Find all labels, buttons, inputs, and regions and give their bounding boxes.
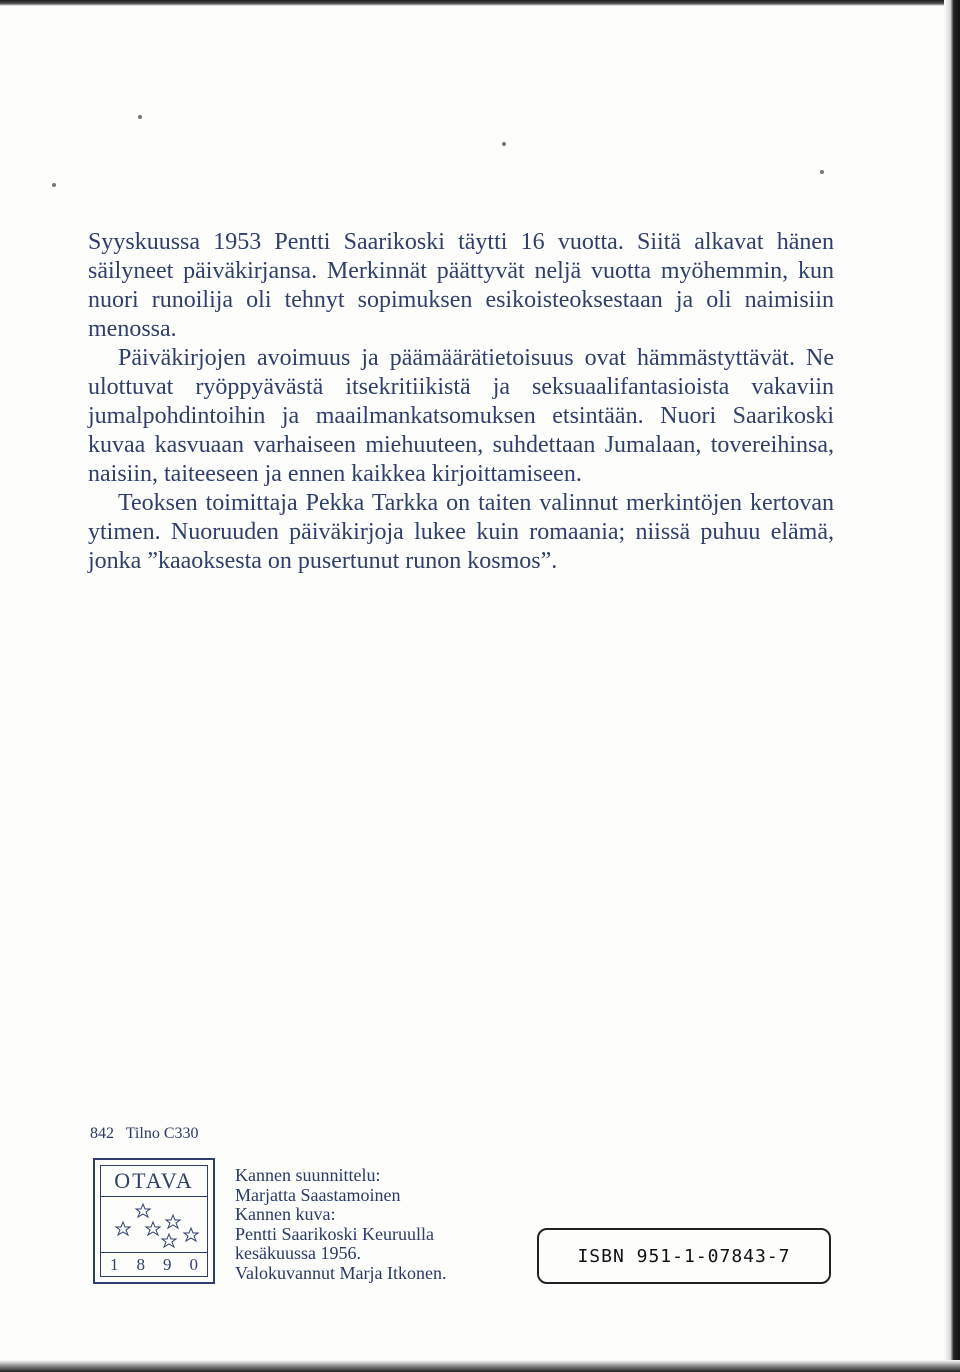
blurb-text — [88, 228, 834, 576]
blurb-paragraph: Teoksen toimittaja Pekka Tarkka on taiten valinnut merkintöjen kertovan ytimen. Nuoruuden päiväkirjoja lukee kuin romaania; niissä puhuu elämä, jonka ”kaaoksesta on pusertunut runon kosmos”. — [88, 490, 834, 574]
logo-year-digit: 9 — [163, 1255, 172, 1274]
logo-year-digit: 0 — [189, 1255, 198, 1274]
logo-name: OTAVA — [114, 1168, 194, 1193]
logo-year-digit: 1 — [110, 1255, 119, 1274]
stars-icon — [101, 1198, 211, 1252]
paper-speck — [502, 142, 506, 146]
logo-year — [101, 1255, 207, 1275]
cover-credits — [235, 1166, 446, 1283]
credit-line: Kannen kuva: — [235, 1204, 336, 1224]
credit-line: Kannen suunnittelu: — [235, 1165, 381, 1185]
otava-publisher-logo — [93, 1158, 215, 1284]
scan-edge-bottom — [0, 1360, 960, 1372]
scan-edge-top — [0, 0, 960, 6]
credit-line: Marjatta Saastamoinen — [235, 1184, 401, 1205]
scan-edge-right — [944, 0, 960, 1372]
credit-line: Valokuvannut Marja Itkonen. — [235, 1262, 447, 1283]
paper-speck — [820, 170, 824, 174]
logo-divider — [101, 1196, 207, 1197]
blurb-paragraph: Päiväkirjojen avoimuus ja päämäärätietoisuus ovat hämmästyttävät. Ne ulottuvat ryöppyävästä itsekritiikistä ja seksuaalifantasioista vakaviin jumalpohdintoihin ja maailmankatsomuksen etsintään. Nuori Saarikoski kuvaa kasvuaan varhaiseen miehuuteen, suhdettaan Jumalaan, tovereihinsa, naisiin, taiteeseen ja ennen kaikkea kirjoittamiseen. — [88, 345, 834, 487]
logo-year-digit: 8 — [136, 1255, 145, 1274]
blurb-paragraph: Syyskuussa 1953 Pentti Saarikoski täytti 16 vuotta. Siitä alkavat hänen säilyneet päiväkirjansa. Merkinnät päättyvät neljä vuotta myöhemmin, kun nuori runoilija oli tehnyt sopimuksen esikoisteoksestaan ja oli naimisiin menossa. — [88, 229, 834, 342]
credit-line: kesäkuussa 1956. — [235, 1243, 361, 1263]
catalog-code: 842 Tilno C330 — [90, 1125, 199, 1142]
isbn-box: ISBN 951-1-07843-7 — [537, 1228, 831, 1284]
paper-speck — [138, 115, 142, 119]
credit-line: Pentti Saarikoski Keuruulla — [235, 1223, 434, 1244]
paper-speck — [52, 183, 56, 187]
logo-frame — [100, 1165, 208, 1277]
logo-divider — [101, 1252, 207, 1253]
